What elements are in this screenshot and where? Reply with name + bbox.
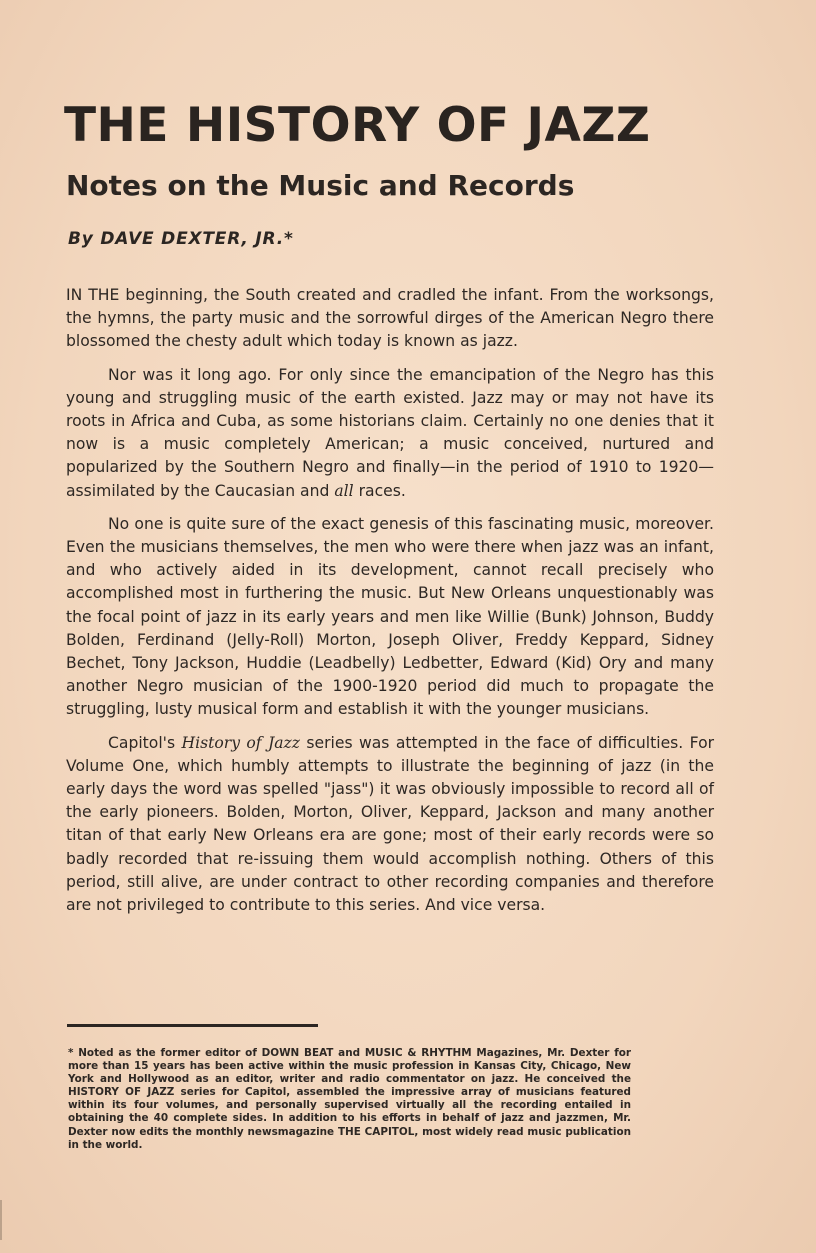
drop-cap: I [66,286,71,304]
paragraph-1 [66,284,714,354]
paragraph-2-text-b: races. [353,481,406,500]
author-footnote: * Noted as the former editor of DOWN BEAT and MUSIC & RHYTHM Magazines, Mr. Dexter for more than 15 years has been active within the music profession in Kansas City, Chicago, New York and Hollywood as an editor, writer and radio commentator on jazz. He conceived the HISTORY OF JAZZ series for Capitol, assembled the impressive array of musicians featured within its four volumes, and personally supervised virtually all the recording entailed in obtaining the 40 complete sides. In addition to his efforts in behalf of jazz and jazzmen, Mr. Dexter now edits the monthly newsmagazine THE CAPITOL, most widely read music publication in the world. [68,1047,631,1151]
paragraph-2-text-a: Nor was it long ago. For only since the emancipation of the Negro has this young and struggling music of the earth existed. Jazz may or may not have its roots in Africa and Cuba, as some historians claim. Certainly no one denies that it now is a music completely American; a music conceived, nurtured and popularized by the Southern Negro and finally—in the period of 1910 to 1920—assimilated by the Caucasian and [66,365,714,500]
paragraph-1-text: N THE beginning, the South created and cradled the infant. From the worksongs, the hymns, the party music and the sorrowful dirges of the American Negro there blossomed the chesty adult which today is known as jazz. [66,286,714,351]
page-edge-mark [0,1200,2,1240]
paragraph-2 [66,364,714,503]
paragraph-2-emphasis: all [334,481,354,500]
footnote-divider [67,1024,318,1027]
article-body [66,284,714,927]
series-title: History of Jazz [181,733,300,752]
article-subtitle: Notes on the Music and Records [66,169,575,202]
paragraph-4 [66,732,714,918]
article-title: THE HISTORY OF JAZZ [64,98,651,153]
paragraph-4-text-b: series was attempted in the face of difficulties. For Volume One, which humbly attempts to illustrate the beginning of jazz (in the early days the word was spelled "jass") it was obviously impossible to record all of the early pioneers. Bolden, Morton, Oliver, Keppard, Jackson and many another titan of that early New Orleans era are gone; most of their early records were so badly recorded that re-issuing them would accomplish nothing. Others of this period, still alive, are under contract to other recording companies and therefore are not privileged to contribute to this series. And vice versa. [66,733,715,915]
paragraph-4-text-a: Capitol's [108,733,182,752]
paragraph-3: No one is quite sure of the exact genesis of this fascinating music, moreover. Even the musicians themselves, the men who were there when jazz was an infant, and who actively aided in its development, cannot recall precisely who accomplished most in furthering the music. But New Orleans unquestionably was the focal point of jazz in its early years and men like Willie (Bunk) Johnson, Buddy Bolden, Ferdinand (Jelly-Roll) Morton, Joseph Oliver, Freddy Keppard, Sidney Bechet, Tony Jackson, Huddie (Leadbelly) Ledbetter, Edward (Kid) Ory and many another Negro musician of the 1900-1920 period did much to propagate the struggling, lusty musical form and establish it with the younger musicians. [66,514,714,719]
article-byline: By DAVE DEXTER, JR.* [68,229,294,249]
